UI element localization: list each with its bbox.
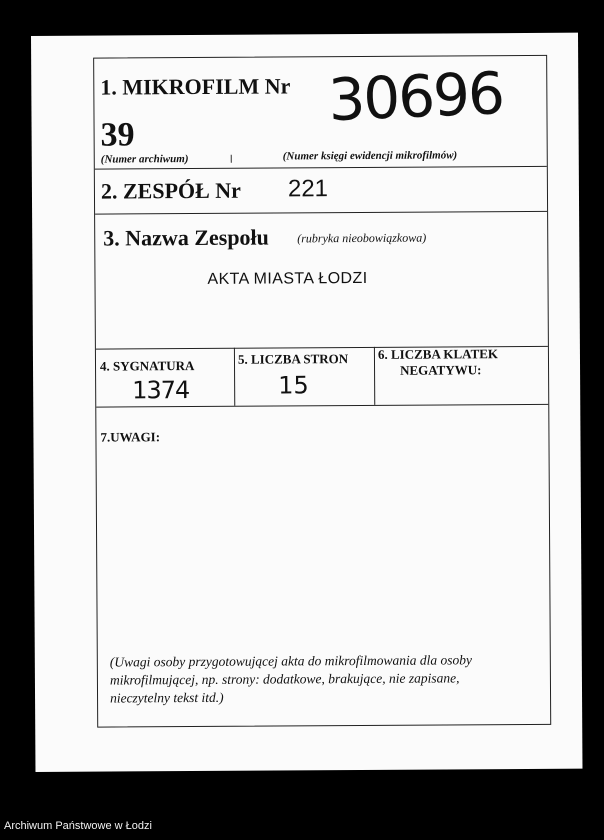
remarks-instructions-line2: mikrofilmującej, np. strony: dodatkowe, brakujące, nie zapisane,: [109, 670, 460, 688]
archive-watermark: Archiwum Państwowe w Łodzi: [4, 820, 152, 832]
ledger-number-caption: (Numer księgi ewidencji mikrofilmów): [282, 149, 458, 163]
field-collection-number: [95, 166, 547, 215]
field-page-count: [234, 347, 375, 406]
field-negative-frame-count: [374, 346, 546, 405]
ledger-number-value: 30696: [327, 59, 505, 135]
field-collection-name: [95, 211, 548, 350]
field-row-signature-pages-frames: [96, 346, 548, 407]
collection-number-value: 221: [287, 175, 329, 203]
signature-label: 4. SYGNATURA: [99, 358, 195, 374]
collection-name-label: 3. Nazwa Zespołu: [103, 224, 269, 251]
page-count-value: 15: [278, 371, 309, 400]
remarks-instructions-line3: nieczytelny tekst itd.): [109, 689, 224, 706]
negative-frame-count-label-line2: NEGATYWU:: [400, 362, 482, 378]
remarks-instructions-line1: (Uwagi osoby przygotowującej akta do mikrofilmowania dla osoby: [109, 652, 472, 670]
microfilm-card: [31, 33, 582, 772]
microfilm-label: 1. MIKROFILM Nr: [100, 73, 291, 100]
field-microfilm-number: [94, 56, 547, 170]
field-remarks: [96, 404, 550, 728]
collection-number-label: 2. ZESPÓŁ Nr: [100, 177, 241, 204]
collection-name-value: AKTA MIASTA ŁODZI: [207, 269, 368, 288]
caption-divider: [231, 155, 232, 163]
signature-value: 1374: [132, 376, 190, 405]
field-signature: [96, 348, 235, 407]
collection-name-note: (rubryka nieobowiązkowa): [297, 230, 427, 246]
card-form-frame: [93, 55, 551, 728]
remarks-label: 7.UWAGI:: [100, 429, 161, 445]
archive-number-value: 39: [100, 116, 135, 154]
page-count-label: 5. LICZBA STRON: [237, 351, 349, 367]
remarks-instructions: [110, 651, 540, 708]
archive-number-caption: (Numer archiwum): [100, 153, 189, 166]
negative-frame-count-label-line1: 6. LICZBA KLATEK: [377, 346, 499, 362]
